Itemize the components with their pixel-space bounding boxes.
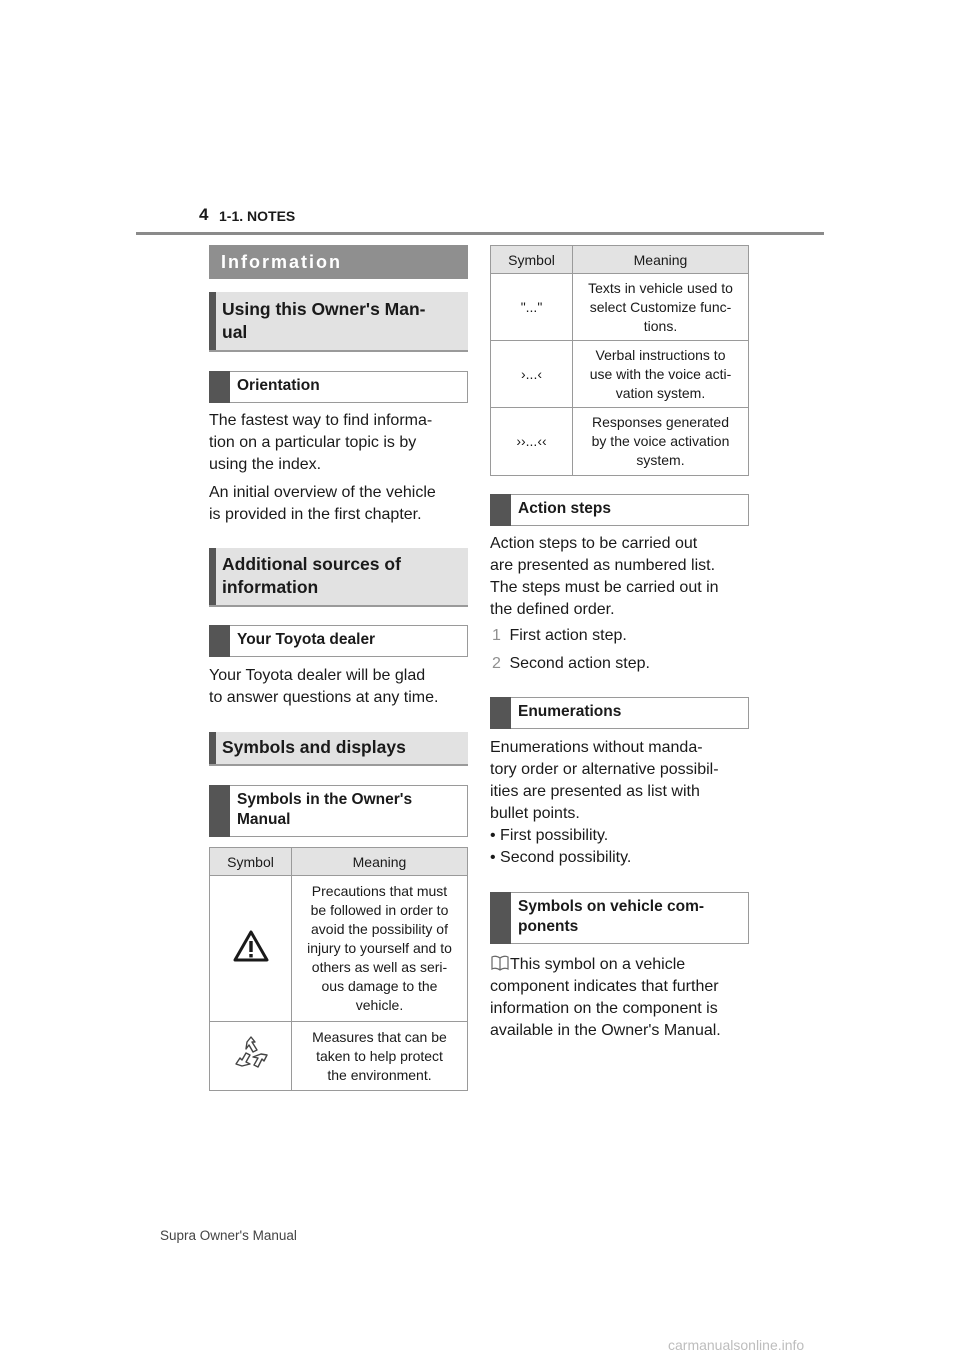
column-header-symbol: Symbol bbox=[210, 848, 292, 876]
symbol-cell: ››...‹‹ bbox=[491, 408, 573, 476]
heading-vehicle-symbols bbox=[490, 892, 749, 944]
heading-additional-sources-text: Additional sources of information bbox=[222, 554, 401, 597]
meaning-cell: Precautions that must be followed in order to avoid the possibility of injury to yourself and to others as well as seri- ous damage to the vehicle. bbox=[292, 876, 468, 1022]
section-band-information: Information bbox=[209, 245, 468, 279]
recycle-icon bbox=[232, 1036, 270, 1072]
paragraph-vehicle-symbol: This symbol on a vehicle component indicates that further information on the component is available in the Owner's Manual. bbox=[490, 956, 721, 1039]
step-text: First action step. bbox=[509, 627, 627, 644]
watermark: carmanualsonline.info bbox=[668, 1337, 805, 1353]
step-text: Second action step. bbox=[509, 655, 650, 672]
meaning-cell: Measures that can be taken to help protect the environment. bbox=[292, 1022, 468, 1091]
heading-symbols-displays bbox=[209, 732, 468, 766]
heading-action-steps-text: Action steps bbox=[518, 500, 612, 517]
table-row bbox=[491, 274, 749, 341]
paragraph-orientation-2: An initial overview of the vehicle is provided in the first chapter. bbox=[209, 484, 436, 523]
left-column bbox=[209, 245, 468, 1091]
heading-vehicle-symbols-text: Symbols on vehicle com- ponents bbox=[518, 898, 705, 935]
column-header-meaning: Meaning bbox=[292, 848, 468, 876]
symbol-cell: "..." bbox=[491, 274, 573, 341]
list-item bbox=[490, 625, 749, 647]
heading-action-steps bbox=[490, 494, 749, 526]
heading-enumerations bbox=[490, 697, 749, 729]
paragraph-enumerations: Enumerations without manda- tory order or alternative possibil- ities are presented as list with bullet points. bbox=[490, 739, 719, 822]
heading-orientation-text: Orientation bbox=[237, 377, 320, 394]
step-number: 1 bbox=[492, 627, 501, 644]
heading-using-manual bbox=[209, 292, 468, 352]
table-row bbox=[491, 408, 749, 476]
heading-enumerations-text: Enumerations bbox=[518, 703, 622, 720]
column-header-symbol: Symbol bbox=[491, 246, 573, 274]
list-item: • Second possibility. bbox=[490, 849, 632, 866]
symbol-cell: ›...‹ bbox=[491, 341, 573, 408]
paragraph-orientation-1: The fastest way to find informa- tion on a particular topic is by using the index. bbox=[209, 412, 433, 473]
meaning-cell: Verbal instructions to use with the voice acti- vation system. bbox=[573, 341, 749, 408]
meaning-cell: Responses generated by the voice activation system. bbox=[573, 408, 749, 476]
footer-text: Supra Owner's Manual bbox=[160, 1228, 297, 1243]
heading-symbols-displays-text: Symbols and displays bbox=[222, 737, 406, 757]
heading-additional-sources bbox=[209, 548, 468, 607]
warning-triangle-icon bbox=[233, 930, 269, 962]
column-header-meaning: Meaning bbox=[573, 246, 749, 274]
meaning-cell: Texts in vehicle used to select Customize func- tions. bbox=[573, 274, 749, 341]
symbols-table-right bbox=[490, 245, 749, 476]
bullet-text: Second possibility. bbox=[500, 849, 632, 866]
bullet-text: First possibility. bbox=[500, 827, 609, 844]
paragraph-action-steps: Action steps to be carried out are presented as numbered list. The steps must be carried out in the defined order. bbox=[490, 535, 719, 618]
table-row bbox=[491, 341, 749, 408]
header-rule bbox=[136, 232, 824, 235]
step-number: 2 bbox=[492, 655, 501, 672]
heading-using-manual-text: Using this Owner's Man- ual bbox=[222, 299, 426, 342]
symbol-cell bbox=[210, 876, 292, 1022]
table-row bbox=[210, 876, 468, 1022]
symbol-cell bbox=[210, 1022, 292, 1091]
paragraph-dealer: Your Toyota dealer will be glad to answer questions at any time. bbox=[209, 667, 439, 706]
chapter-title: 1-1. NOTES bbox=[219, 208, 296, 224]
heading-toyota-dealer-text: Your Toyota dealer bbox=[237, 631, 376, 648]
table-row bbox=[210, 1022, 468, 1091]
book-icon bbox=[490, 955, 510, 971]
symbols-table-left bbox=[209, 847, 468, 1091]
heading-symbols-manual bbox=[209, 785, 468, 837]
page-number: 4 bbox=[199, 205, 209, 224]
heading-symbols-manual-text: Symbols in the Owner's Manual bbox=[237, 791, 413, 828]
right-column bbox=[490, 245, 749, 1042]
list-item: • First possibility. bbox=[490, 827, 609, 844]
heading-toyota-dealer bbox=[209, 625, 468, 657]
heading-orientation bbox=[209, 371, 468, 403]
list-item bbox=[490, 653, 749, 675]
